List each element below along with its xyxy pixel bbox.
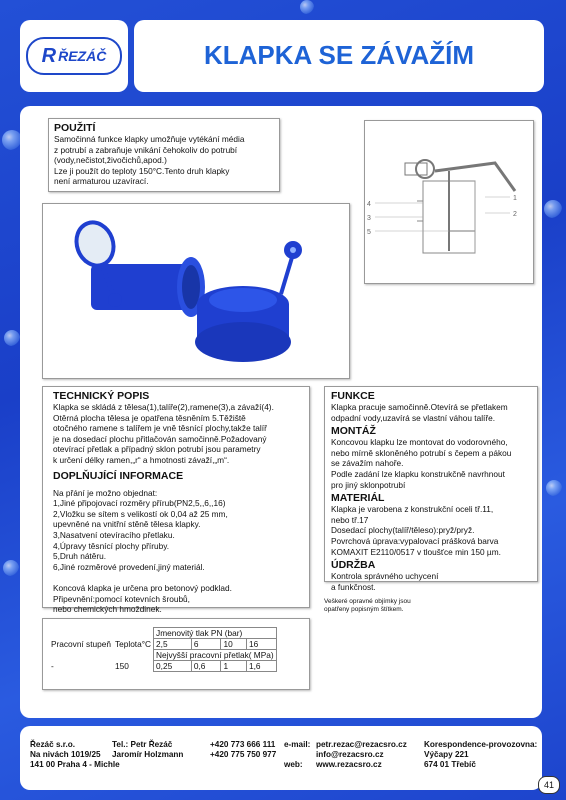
background-bubble [3,560,19,576]
usage-text: Samočinná funkce klapky umožňuje vytékání média z potrubí a zabraňuje vnikání čehokoliv do potrubí (vody,nečistot,živočichů,apod.) Lze ji použít do teploty 150°C.Tento druh klapky není armaturou uzavírací. [54,134,245,187]
company-logo [26,37,122,75]
function-text: Klapka pracuje samočinně.Otevírá se přetlakem odpadní vody,uzavírá se vlastní váhou talíře. [331,402,508,423]
technical-section [42,386,310,615]
footer-labels: e-mail: web: [284,740,311,769]
mounting-text: Koncovou klapku lze montovat do vodorovného, nebo mírně skloněného potrubí s čepem a pákou se závažím nahoře. Podle zadání lze klapku konstrukčně navrhnout pro jiný sklonpotrubí [331,437,512,490]
stage-header: Pracovní stupeň [51,639,111,649]
pn-value: 16 [246,639,276,650]
background-bubble [4,330,20,346]
additional-heading: DOPLŇUJÍCÍ INFORMACE [53,469,184,482]
stage-value: - [51,661,54,671]
footer-office: Korespondence-provozovna: Výčapy 221 674 01 Třebíč [424,740,538,769]
background-bubble [544,200,562,218]
max-pressure-value: 1 [221,661,246,672]
temperature-header: Teplota°C [114,639,152,649]
mounting-heading: MONTÁŽ [331,425,376,438]
temperature-value: 150 [114,661,129,671]
drawing-label-1: 1 [513,195,517,202]
usage-heading: POUŽITÍ [54,122,96,134]
pn-value: 2,5 [154,639,192,650]
maintenance-text: Kontrola správného uchycení a funkčnost. [331,571,439,592]
max-pressure-value: 1,6 [246,661,276,672]
background-bubble [2,130,22,150]
drawing-label-3: 3 [367,215,371,222]
page-number: 41 [538,776,560,794]
usage-section [48,118,280,192]
background-bubble [546,480,562,496]
pressure-table [49,627,277,672]
footer-address: Řezáč s.r.o. Na nivách 1019/25 141 00 Praha 4 - Michle [30,740,120,769]
material-heading: MATERIÁL [331,492,385,505]
logo-text: ŘEZÁČ [58,48,107,64]
logo-mark: R [41,44,57,67]
product-photo [42,203,350,379]
material-text: Klapka je varobena z konstrukční oceli tř.11, nebo tř.17 Dosedací plochy(talíř/těleso):pryž/pryž. Povrchová úprava:vypalovací prášková barva KOMAXIT E2110/0517 v tloušťce min 150 µm. [331,504,501,557]
page-title: KLAPKA SE ZÁVAŽÍM [203,40,475,70]
additional-text: Na přání je možno objednat: 1,Jiné připojovací rozměry přírub(PN2,5,,6,,16) 2,Vložku se sítem s velikostí ok 0,04 až 25 mm, upevněné na vnitřní stěně tělesa klapky. 3,Nasatvení otevíracího přetlaku. 4,Úpravy těsnící plochy příruby. 5,Druh nátěru. 6,Jiné rozměrové provedení,jiný materiál. Koncová klapka je určena pro betonový podklad. Připevnění:pomocí kotevních šroubů, nebo chemických hmoždinek. [53,487,232,615]
footer-contacts: Tel.: Petr Řezáč Jaromír Holzmann [112,740,184,759]
pn-value: 10 [221,639,246,650]
pn-value: 6 [191,639,221,650]
technical-text: Klapka se skládá z tělesa(1),talíře(2),ramene(3),a závaží(4). Otěrná plocha tělesa je opatřena těsněním 5.Těžiště otočného ramene s talířem je vně těsnící plochy,takže talíř je na dosedací plochu přitlačován samočinně.Požadovaný otevírací přetlak a případný sklon potrubí jsou parametry k určení délky ramen,„r“ a hmotnosti závaží,„m“. [53,402,274,465]
background-bubble [300,0,314,14]
drawing-label-2: 2 [513,211,517,218]
footer [20,726,542,790]
pn-header: Jmenovitý tlak PN (bar) [154,628,277,639]
note-text: Veškeré opravné objímky jsou opatřeny popisným štítkem. [324,598,411,613]
function-section [324,386,538,592]
max-pressure-header: Nejvyšší pracovní přetlak( MPa) [154,650,277,661]
technical-heading: TECHNICKÝ POPIS [53,390,150,402]
maintenance-heading: ÚDRŽBA [331,559,376,572]
footer-phones: +420 773 666 111 +420 775 750 977 [210,740,277,759]
valve-photo [43,204,349,378]
max-pressure-value: 0,25 [154,661,192,672]
technical-drawing [364,120,534,284]
valve-drawing [365,121,533,283]
title-panel [134,20,544,92]
footer-email-web: petr.rezac@rezacsro.cz info@rezacsro.cz www.rezacsro.cz [316,740,407,769]
drawing-label-5: 5 [367,229,371,236]
main-panel [20,106,542,718]
max-pressure-value: 0,6 [191,661,221,672]
drawing-label-4: 4 [367,201,371,208]
function-heading: FUNKCE [331,390,375,402]
logo-panel [20,20,128,92]
pressure-table-box [42,618,310,690]
